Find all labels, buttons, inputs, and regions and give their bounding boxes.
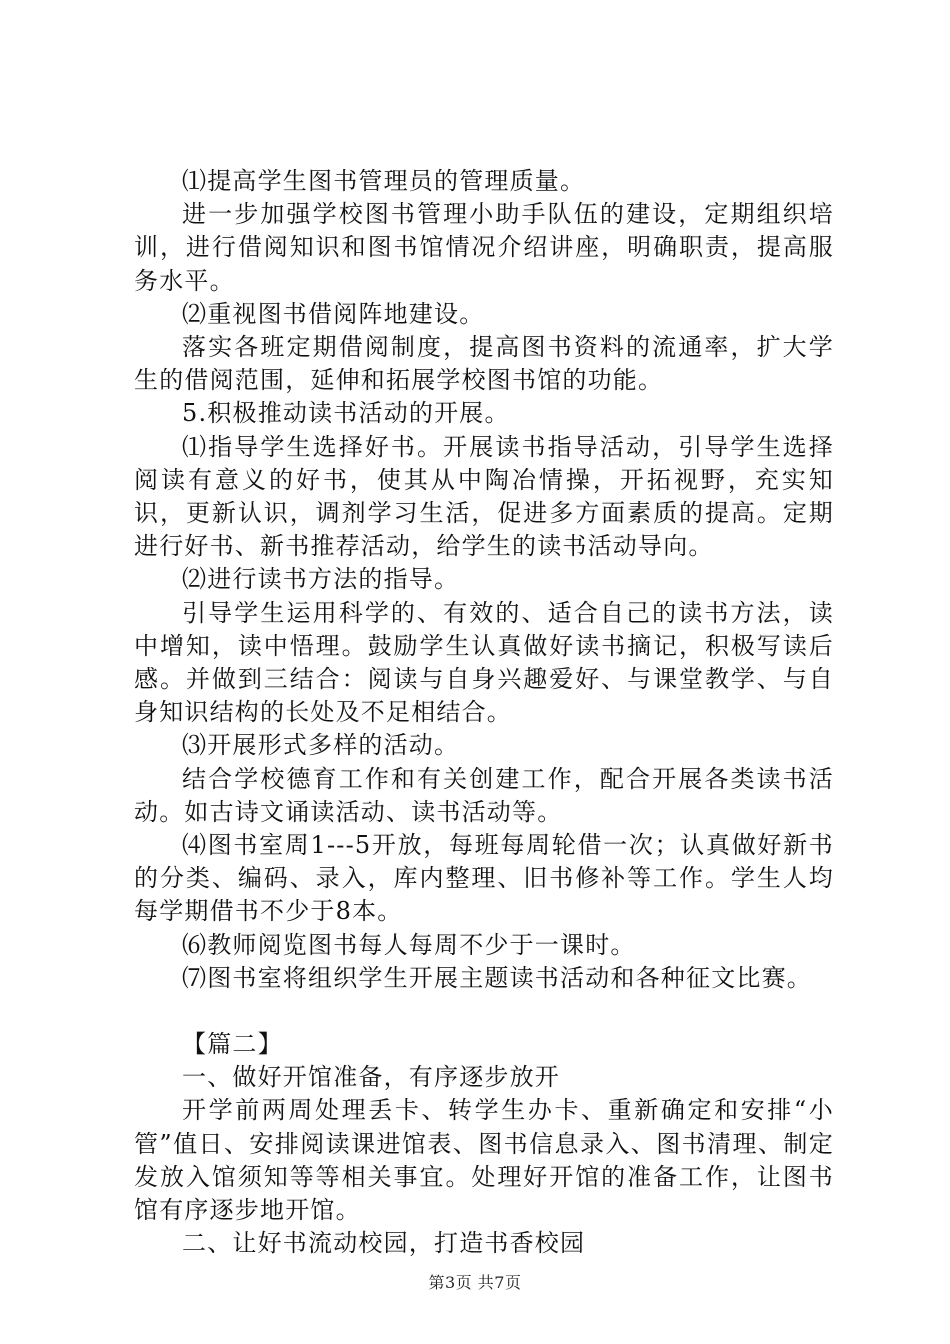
paragraph: ⑵重视图书借阅阵地建设。: [182, 299, 485, 328]
paragraph: ⑵进行读书方法的指导。: [182, 565, 460, 594]
paragraph: ⑺图书室将组织学生开展主题读书活动和各种征文比赛。: [182, 963, 812, 992]
paragraph: ⑶开展形式多样的活动。: [182, 731, 460, 760]
paragraph: 开学前两周处理丢卡、转学生办卡、重新确定和安排“小管”值日、安排阅读课进馆表、图书信息录入、图书清理、制定发放入馆须知等等相关事宜。处理好开馆的准备工作，让图书馆有序逐步地开馆。: [134, 1096, 834, 1225]
paragraph: 一、做好开馆准备，有序逐步放开: [182, 1063, 560, 1092]
paragraph: 二、让好书流动校园，打造书香校园: [182, 1229, 586, 1258]
document-body: [134, 165, 834, 1261]
paragraph: 引导学生运用科学的、有效的、适合自己的读书方法，读中增知，读中悟理。鼓励学生认真做好读书摘记，积极写读后感。并做到三结合：阅读与自身兴趣爱好、与课堂教学、与自身知识结构的长处及不足相结合。: [134, 598, 834, 727]
paragraph: ⑹教师阅览图书每人每周不少于一课时。: [182, 930, 636, 959]
section-gap: [134, 995, 834, 1028]
paragraph: 结合学校德育工作和有关创建工作，配合开展各类读书活动。如古诗文诵读活动、读书活动等。: [134, 764, 834, 826]
paragraph: 落实各班定期借阅制度，提高图书资料的流通率，扩大学生的借阅范围，延伸和拓展学校图书馆的功能。: [134, 333, 834, 395]
page-number-footer: 第3页 共7页: [428, 1273, 522, 1292]
paragraph: 5.积极推动读书活动的开展。: [182, 399, 510, 428]
paragraph: ⑴指导学生选择好书。开展读书指导活动，引导学生选择阅读有意义的好书，使其从中陶冶情操，开拓视野，充实知识，更新认识，调剂学习生活，促进多方面素质的提高。定期进行好书、新书推荐活动，给学生的读书活动导向。: [134, 432, 834, 561]
paragraph: ⑴提高学生图书管理员的管理质量。: [182, 167, 586, 195]
paragraph: ⑷图书室周1---5开放，每班每周轮借一次；认真做好新书的分类、编码、录入，库内整理、旧书修补等工作。学生人均每学期借书不少于8本。: [134, 831, 834, 926]
section-title: 【篇二】: [182, 1030, 283, 1059]
paragraph: 进一步加强学校图书管理小助手队伍的建设，定期组织培训，进行借阅知识和图书馆情况介绍讲座，明确职责，提高服务水平。: [134, 200, 834, 295]
